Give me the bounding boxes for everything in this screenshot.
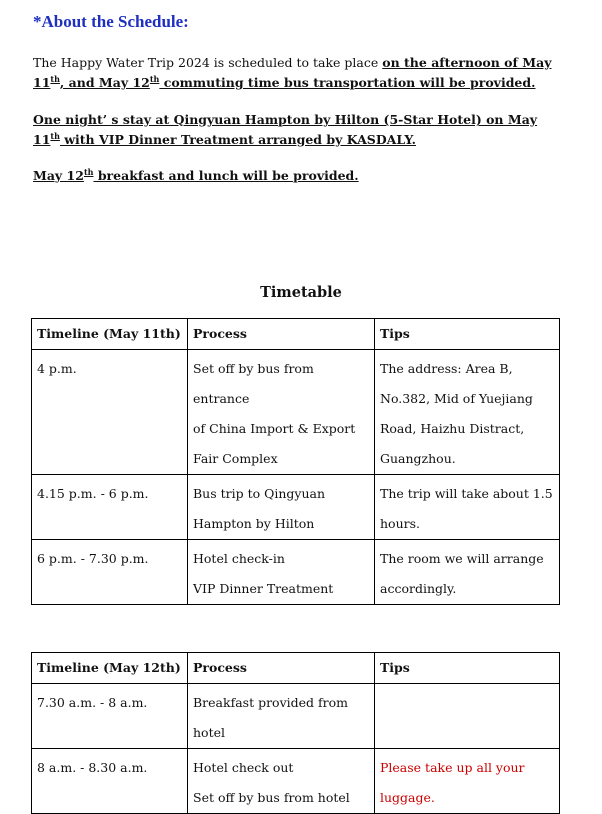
tips-line: The trip will take about 1.5 <box>380 486 553 501</box>
timeline-cell: 7.30 a.m. - 8 a.m. <box>32 684 188 749</box>
schedule-paragraph-2 <box>33 110 553 150</box>
para2-sup-1: th <box>50 130 60 141</box>
column-header: Process <box>188 653 375 684</box>
column-header: Tips <box>375 653 560 684</box>
para3-bold-2: breakfast and lunch will be provided. <box>93 168 359 183</box>
para2-bold-2: with VIP Dinner Treatment arranged by KASDALY. <box>59 132 417 147</box>
tips-line: No.382, Mid of Yuejiang <box>380 391 533 406</box>
tips-line: luggage. <box>380 790 435 805</box>
process-line: Hampton by Hilton <box>193 516 315 531</box>
para1-bold-1: on the afternoon of May 11 <box>33 55 552 90</box>
column-header: Timeline (May 11th) <box>32 319 188 350</box>
table-header-row <box>32 653 560 684</box>
process-line: Set off by bus from hotel <box>193 790 350 805</box>
para1-bold-2: , and May 12 <box>59 75 150 90</box>
tips-cell <box>375 540 560 605</box>
process-cell <box>188 684 375 749</box>
tips-line: The address: Area B, <box>380 361 513 376</box>
table-row <box>32 475 560 540</box>
timeline-cell: 4.15 p.m. - 6 p.m. <box>32 475 188 540</box>
process-line: Set off by bus from entrance <box>193 361 314 406</box>
para1-plain: The Happy Water Trip 2024 is scheduled to take place <box>33 55 383 70</box>
tips-cell <box>375 475 560 540</box>
timetable-may-11 <box>31 318 560 605</box>
tips-line: The room we will arrange <box>380 551 544 566</box>
tips-line: Please take up all your <box>380 760 525 775</box>
tips-cell <box>375 350 560 475</box>
timeline-cell: 4 p.m. <box>32 350 188 475</box>
table-row <box>32 350 560 475</box>
para1-sup-1: th <box>50 73 60 84</box>
timetable-title: Timetable <box>260 284 342 301</box>
process-line: Hotel check out <box>193 760 294 775</box>
para3-bold-1: May 12 <box>33 168 84 183</box>
timetable-may-12 <box>31 652 560 814</box>
schedule-paragraph-1 <box>33 53 553 93</box>
process-line: Bus trip to Qingyuan <box>193 486 326 501</box>
tips-line: Guangzhou. <box>380 451 456 466</box>
tips-line: accordingly. <box>380 581 457 596</box>
process-line: Hotel check-in <box>193 551 285 566</box>
timeline-cell: 8 a.m. - 8.30 a.m. <box>32 749 188 814</box>
process-line: of China Import & Export <box>193 421 356 436</box>
column-header: Process <box>188 319 375 350</box>
table-header-row <box>32 319 560 350</box>
tips-cell <box>375 684 560 749</box>
process-cell <box>188 350 375 475</box>
para3-sup-1: th <box>83 166 94 177</box>
process-cell <box>188 540 375 605</box>
table-row <box>32 684 560 749</box>
schedule-paragraph-3 <box>33 166 553 186</box>
table-row <box>32 540 560 605</box>
column-header: Tips <box>375 319 560 350</box>
section-heading: *About the Schedule: <box>33 12 189 31</box>
process-line: hotel <box>193 725 225 740</box>
process-cell <box>188 475 375 540</box>
para1-bold-3: commuting time bus transportation will be provided. <box>159 75 536 90</box>
tips-line: hours. <box>380 516 420 531</box>
tips-line: Road, Haizhu Distract, <box>380 421 525 436</box>
para1-sup-2: th <box>149 73 160 84</box>
process-line: Breakfast provided from <box>193 695 348 710</box>
column-header: Timeline (May 12th) <box>32 653 188 684</box>
para2-bold-1: One night’ s stay at Qingyuan Hampton by Hilton (5-Star Hotel) on May 11 <box>33 112 538 147</box>
process-line: VIP Dinner Treatment <box>193 581 334 596</box>
process-line: Fair Complex <box>193 451 278 466</box>
timeline-cell: 6 p.m. - 7.30 p.m. <box>32 540 188 605</box>
